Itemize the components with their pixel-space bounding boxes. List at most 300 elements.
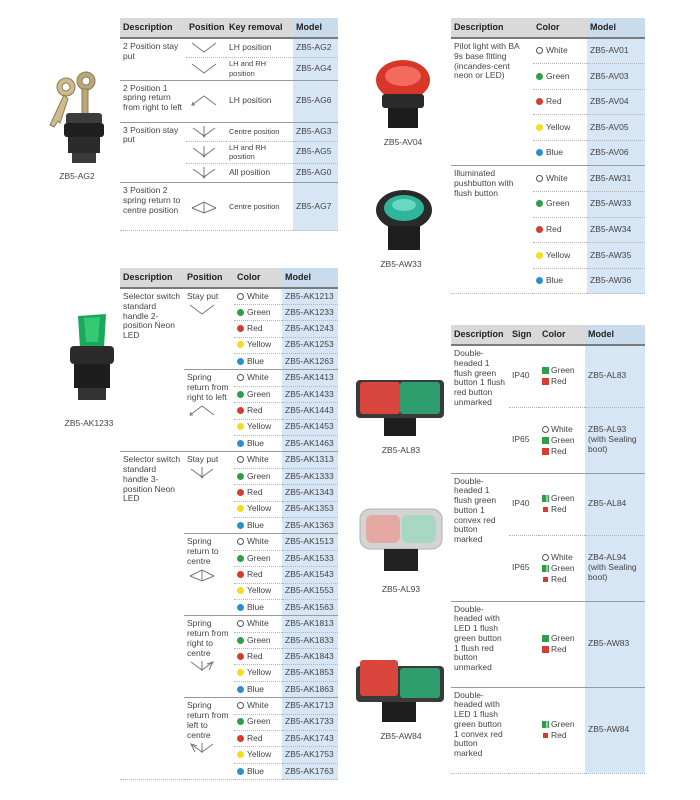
pilot-light-photo xyxy=(368,58,438,136)
model-cell: ZB5-AK1433 xyxy=(282,386,338,402)
model-cell: ZB5-AK1813 xyxy=(282,616,338,632)
model-cell: ZB5-AK1243 xyxy=(282,321,338,337)
model-cell: ZB5-AW34 xyxy=(587,217,645,243)
color-label: White xyxy=(247,536,269,547)
model-cell: ZB5-AK1833 xyxy=(282,632,338,648)
color-label: Green xyxy=(247,306,271,317)
position-label: Spring return from left to centre xyxy=(187,700,229,740)
color-label: Red xyxy=(247,568,263,579)
color-stack xyxy=(542,365,582,387)
position-diagram-icon xyxy=(187,465,217,481)
column-header: Description xyxy=(451,325,509,345)
color-cell xyxy=(237,372,269,382)
color-td xyxy=(539,407,585,473)
position-label: Stay put xyxy=(187,291,219,301)
white-dot-icon xyxy=(536,175,543,182)
color-td xyxy=(234,731,282,747)
color-td xyxy=(234,681,282,697)
color-line xyxy=(542,574,582,585)
color-cell xyxy=(237,454,269,464)
color-td xyxy=(234,583,282,599)
model-cell: ZB5-AW31 xyxy=(587,166,645,192)
position-cell xyxy=(186,141,226,164)
color-label: Red xyxy=(551,573,567,584)
color-line xyxy=(542,719,582,730)
column-header: Model xyxy=(293,18,338,38)
color-label: Red xyxy=(551,730,567,740)
key-removal-label: All position xyxy=(229,167,271,178)
color-cell xyxy=(237,405,263,415)
color-td xyxy=(539,345,585,407)
color-line xyxy=(542,504,582,515)
color-td xyxy=(234,714,282,730)
column-header: Position xyxy=(184,268,234,288)
model-cell: ZB5-AK1463 xyxy=(282,436,338,452)
table-row xyxy=(451,601,645,687)
i-mark-icon xyxy=(542,565,549,572)
double-headed-table xyxy=(451,325,645,774)
color-td xyxy=(234,452,282,468)
color-label: Green xyxy=(247,552,271,563)
color-td xyxy=(234,304,282,320)
column-header: Description xyxy=(120,18,186,38)
double-head-photo-3 xyxy=(352,656,448,728)
color-td xyxy=(234,288,282,304)
model-cell: ZB5-AK1743 xyxy=(282,731,338,747)
description-cell: 2 Position 1 spring return from right to left xyxy=(120,80,186,122)
color-td xyxy=(234,550,282,566)
yellow-dot-icon xyxy=(237,751,244,758)
description-cell: Double-headed 1 flush green button 1 convex red button marked xyxy=(451,473,509,601)
key-removal-cell xyxy=(226,183,293,231)
red-dot-icon xyxy=(237,653,244,660)
position-label: Spring return to centre xyxy=(187,536,219,566)
model-cell: ZB5-AG5 xyxy=(293,141,338,164)
o-mark-icon xyxy=(542,732,549,739)
color-label: Green xyxy=(247,634,271,645)
position-cell xyxy=(184,370,234,452)
color-label: White xyxy=(247,372,269,383)
key-removal-cell xyxy=(226,141,293,164)
model-cell: ZB5-AG7 xyxy=(293,183,338,231)
model-cell: ZB5-AL84 xyxy=(585,473,645,535)
model-cell: ZB5-AK1733 xyxy=(282,714,338,730)
color-label: Blue xyxy=(247,437,265,448)
color-stack xyxy=(542,633,582,655)
color-cell xyxy=(237,536,269,546)
blue-dot-icon xyxy=(536,149,543,156)
green-dot-icon xyxy=(237,309,244,316)
color-cell xyxy=(237,520,264,530)
column-header: Key removal xyxy=(226,18,293,38)
position-cell xyxy=(184,452,234,534)
color-line xyxy=(542,365,582,376)
position-cell xyxy=(184,534,234,616)
yellow-dot-icon xyxy=(237,341,244,348)
color-label: Blue xyxy=(247,683,265,694)
column-header: Sign xyxy=(509,325,539,345)
color-td xyxy=(234,747,282,763)
red-dot-icon xyxy=(237,407,244,414)
color-cell xyxy=(237,553,271,563)
color-td xyxy=(234,370,282,386)
sign-cell: IP65 xyxy=(509,407,539,473)
key-removal-label: LH position xyxy=(229,95,272,106)
key-removal-cell xyxy=(226,58,293,81)
color-cell xyxy=(536,250,570,260)
key-selector-photo xyxy=(38,65,116,175)
model-cell: ZB5-AK1313 xyxy=(282,452,338,468)
description-cell: Pilot light with BA 9s base fitting (incandes-cent neon or LED) xyxy=(451,38,533,166)
photo-caption: ZB5-AK1233 xyxy=(64,418,114,428)
color-cell xyxy=(536,275,563,285)
position-cell xyxy=(184,698,234,780)
description-cell: Double-headed with LED 1 flush green button 1 convex red button marked xyxy=(451,687,509,773)
key-removal-label: LH position xyxy=(229,42,272,53)
position-cell xyxy=(186,164,226,183)
column-header: Model xyxy=(587,18,645,38)
color-label: Blue xyxy=(247,765,265,776)
model-cell: ZB5-AK1333 xyxy=(282,468,338,484)
double-head-photo-1 xyxy=(352,376,448,442)
ring-icon xyxy=(542,426,549,433)
color-line xyxy=(542,552,582,563)
color-td xyxy=(234,337,282,353)
model-cell: ZB5-AG6 xyxy=(293,80,338,122)
key-removal-label: LH and RH position xyxy=(229,142,267,162)
model-cell: ZB5-AL93 (with Sealing boot) xyxy=(585,407,645,473)
color-cell xyxy=(536,147,563,157)
color-cell xyxy=(237,618,269,628)
table-row xyxy=(120,80,338,122)
color-td xyxy=(234,354,282,370)
blue-dot-icon xyxy=(237,358,244,365)
column-header: Color xyxy=(539,325,585,345)
position-cell xyxy=(186,183,226,231)
column-header: Model xyxy=(282,268,338,288)
color-td xyxy=(234,436,282,452)
illuminated-pushbutton-photo xyxy=(372,186,436,258)
photo-caption: ZB5-AL93 xyxy=(381,584,421,594)
model-cell: ZB5-AG4 xyxy=(293,58,338,81)
color-td xyxy=(533,38,587,64)
description-cell: Selector switch standard handle 3-position Neon LED xyxy=(120,452,184,780)
model-cell: ZB5-AK1343 xyxy=(282,485,338,501)
model-cell: ZB5-AK1443 xyxy=(282,403,338,419)
model-cell: ZB5-AG2 xyxy=(293,38,338,58)
key-removal-label: Centre position xyxy=(229,126,280,136)
color-label: Green xyxy=(546,198,570,209)
model-cell: ZB5-AK1553 xyxy=(282,583,338,599)
description-cell: 3 Position 2 spring return to centre position xyxy=(120,183,186,231)
color-label: Blue xyxy=(247,355,265,366)
key-removal-label: LH and RH position xyxy=(229,59,267,78)
photo-caption: ZB5-AL83 xyxy=(381,445,421,455)
i-mark-icon xyxy=(542,721,549,728)
color-cell xyxy=(536,224,562,234)
color-label: Green xyxy=(551,434,575,445)
color-line xyxy=(542,633,582,644)
color-td xyxy=(539,687,585,773)
key-removal-cell xyxy=(226,38,293,58)
color-td xyxy=(533,140,587,166)
sign-cell: IP40 xyxy=(509,345,539,407)
key-removal-label: Centre position xyxy=(229,201,280,211)
color-label: White xyxy=(551,551,573,562)
model-cell: ZB5-AK1253 xyxy=(282,337,338,353)
model-cell: ZB5-AV01 xyxy=(587,38,645,64)
color-label: Red xyxy=(247,732,263,743)
color-label: Green xyxy=(551,365,575,376)
blue-dot-icon xyxy=(237,686,244,693)
color-label: Yellow xyxy=(247,339,272,350)
color-td xyxy=(234,616,282,632)
position-diagram-icon xyxy=(189,93,219,109)
position-cell xyxy=(186,80,226,122)
color-td xyxy=(234,386,282,402)
square-icon xyxy=(542,646,549,653)
red-dot-icon xyxy=(237,735,244,742)
description-cell: Illuminated pushbutton with flush button xyxy=(451,166,533,294)
table-row xyxy=(120,288,338,304)
table-row xyxy=(451,687,645,773)
model-cell: ZB4-AL94 (with Sealing boot) xyxy=(585,535,645,601)
color-td xyxy=(533,115,587,141)
model-cell: ZB5-AK1763 xyxy=(282,763,338,779)
photo-caption: ZB5-AW84 xyxy=(380,731,422,741)
color-cell xyxy=(237,339,271,349)
column-header: Position xyxy=(186,18,226,38)
double-head-photo-2 xyxy=(356,503,446,579)
color-td xyxy=(234,649,282,665)
green-dot-icon xyxy=(536,73,543,80)
color-cell xyxy=(536,122,570,132)
position-diagram-icon xyxy=(189,165,219,181)
color-cell xyxy=(237,471,271,481)
color-td xyxy=(533,217,587,243)
model-cell: ZB5-AK1753 xyxy=(282,747,338,763)
color-cell xyxy=(536,96,562,106)
color-cell xyxy=(237,700,269,710)
column-header: Description xyxy=(451,18,533,38)
color-label: Green xyxy=(551,493,575,503)
color-td xyxy=(234,517,282,533)
color-td xyxy=(533,192,587,218)
yellow-dot-icon xyxy=(237,505,244,512)
model-cell: ZB5-AK1713 xyxy=(282,698,338,714)
table-row xyxy=(120,183,338,231)
color-label: Blue xyxy=(546,147,564,158)
sign-cell: IP40 xyxy=(509,473,539,535)
color-cell xyxy=(536,45,568,55)
position-diagram-icon xyxy=(189,124,219,140)
white-dot-icon xyxy=(237,374,244,381)
model-cell: ZB5-AV05 xyxy=(587,115,645,141)
color-label: White xyxy=(247,618,269,629)
model-cell: ZB5-AK1843 xyxy=(282,649,338,665)
color-stack xyxy=(542,552,582,585)
color-label: Green xyxy=(551,719,575,729)
yellow-dot-icon xyxy=(237,587,244,594)
color-label: White xyxy=(247,700,269,711)
description-cell: 3 Position stay put xyxy=(120,122,186,183)
color-cell xyxy=(237,307,271,317)
model-cell: ZB5-AK1563 xyxy=(282,599,338,615)
blue-dot-icon xyxy=(237,522,244,529)
white-dot-icon xyxy=(237,293,244,300)
color-td xyxy=(533,243,587,269)
position-diagram-icon xyxy=(187,567,217,583)
blue-dot-icon xyxy=(237,440,244,447)
model-cell: ZB5-AK1353 xyxy=(282,501,338,517)
color-cell xyxy=(237,585,271,595)
position-label: Stay put xyxy=(187,454,219,465)
table-row xyxy=(120,122,338,141)
sign-cell xyxy=(509,601,539,687)
table-row xyxy=(120,452,338,468)
key-removal-cell xyxy=(226,122,293,141)
color-label: Red xyxy=(546,224,562,235)
yellow-dot-icon xyxy=(237,669,244,676)
color-line xyxy=(542,376,582,387)
color-cell xyxy=(237,421,271,431)
red-dot-icon xyxy=(237,489,244,496)
color-label: Green xyxy=(551,633,575,643)
photo-caption: ZB5-AV04 xyxy=(383,137,423,147)
color-line xyxy=(542,435,582,446)
red-dot-icon xyxy=(536,98,543,105)
model-cell: ZB5-AG0 xyxy=(293,164,338,183)
sign-cell: IP65 xyxy=(509,535,539,601)
red-dot-icon xyxy=(536,226,543,233)
color-cell xyxy=(237,291,269,301)
color-label: Blue xyxy=(546,275,564,286)
model-cell: ZB5-AK1853 xyxy=(282,665,338,681)
color-line xyxy=(542,563,582,574)
model-cell: ZB5-AW36 xyxy=(587,268,645,294)
green-dot-icon xyxy=(237,473,244,480)
color-cell xyxy=(536,173,568,183)
color-td xyxy=(234,403,282,419)
color-label: Blue xyxy=(247,519,265,530)
color-td xyxy=(533,89,587,115)
pilot-light-table xyxy=(451,18,645,294)
color-stack xyxy=(542,719,582,741)
color-cell xyxy=(237,733,263,743)
color-cell xyxy=(237,651,263,661)
yellow-dot-icon xyxy=(237,423,244,430)
color-td xyxy=(234,419,282,435)
color-label: Green xyxy=(247,716,271,727)
position-diagram-icon xyxy=(187,302,217,318)
column-header: Description xyxy=(120,268,184,288)
color-label: Green xyxy=(247,470,271,481)
color-cell xyxy=(237,635,271,645)
green-dot-icon xyxy=(237,637,244,644)
model-cell: ZB5-AK1533 xyxy=(282,550,338,566)
model-cell: ZB5-AK1213 xyxy=(282,288,338,304)
key-removal-cell xyxy=(226,164,293,183)
color-label: White xyxy=(247,454,269,465)
color-td xyxy=(234,485,282,501)
position-label: Spring return from right to centre xyxy=(187,618,229,658)
yellow-dot-icon xyxy=(536,252,543,259)
color-label: Red xyxy=(247,487,263,497)
model-cell: ZB5-AL83 xyxy=(585,345,645,407)
white-dot-icon xyxy=(237,456,244,463)
model-cell: ZB5-AK1863 xyxy=(282,681,338,697)
color-cell xyxy=(237,389,271,399)
white-dot-icon xyxy=(237,538,244,545)
model-cell: ZB5-AW35 xyxy=(587,243,645,269)
photo-caption: ZB5-AG2 xyxy=(59,171,95,181)
model-cell: ZB5-AK1263 xyxy=(282,354,338,370)
color-label: White xyxy=(551,423,573,434)
color-cell xyxy=(237,749,271,759)
color-td xyxy=(533,64,587,90)
position-diagram-icon xyxy=(189,144,219,160)
color-cell xyxy=(237,766,264,776)
color-td xyxy=(539,601,585,687)
square-icon xyxy=(542,448,549,455)
position-label: Spring return from right to left xyxy=(187,372,229,402)
yellow-dot-icon xyxy=(536,124,543,131)
o-mark-icon xyxy=(542,576,549,583)
blue-dot-icon xyxy=(237,768,244,775)
model-cell: ZB5-AW83 xyxy=(585,601,645,687)
square-icon xyxy=(542,378,549,385)
color-label: Red xyxy=(551,504,567,514)
position-diagram-icon xyxy=(187,658,217,674)
red-dot-icon xyxy=(237,325,244,332)
model-cell: ZB5-AK1513 xyxy=(282,534,338,550)
o-mark-icon xyxy=(542,506,549,513)
color-label: Blue xyxy=(247,601,265,612)
position-diagram-icon xyxy=(187,740,217,756)
sign-cell xyxy=(509,687,539,773)
photo-caption: ZB5-AW33 xyxy=(380,259,422,269)
color-label: Red xyxy=(546,96,562,107)
color-cell xyxy=(237,569,263,579)
table-row xyxy=(451,473,645,535)
green-dot-icon xyxy=(237,391,244,398)
model-cell: ZB5-AK1543 xyxy=(282,567,338,583)
color-label: Yellow xyxy=(247,503,272,514)
model-cell: ZB5-AK1233 xyxy=(282,304,338,320)
color-cell xyxy=(237,667,271,677)
i-mark-icon xyxy=(542,495,549,502)
square-icon xyxy=(542,367,549,374)
model-cell: ZB5-AK1413 xyxy=(282,370,338,386)
column-header: Color xyxy=(533,18,587,38)
color-label: White xyxy=(247,290,269,301)
color-cell xyxy=(237,716,271,726)
color-td xyxy=(234,665,282,681)
color-td xyxy=(533,166,587,192)
white-dot-icon xyxy=(237,620,244,627)
position-cell xyxy=(186,58,226,81)
position-cell xyxy=(184,288,234,370)
color-label: Red xyxy=(551,644,567,654)
model-cell: ZB5-AG3 xyxy=(293,122,338,141)
color-line xyxy=(542,446,582,457)
color-cell xyxy=(237,487,263,497)
color-cell xyxy=(237,503,271,513)
description-cell: 2 Position stay put xyxy=(120,38,186,80)
key-selector-table xyxy=(120,18,338,231)
position-cell xyxy=(186,122,226,141)
color-td xyxy=(539,535,585,601)
